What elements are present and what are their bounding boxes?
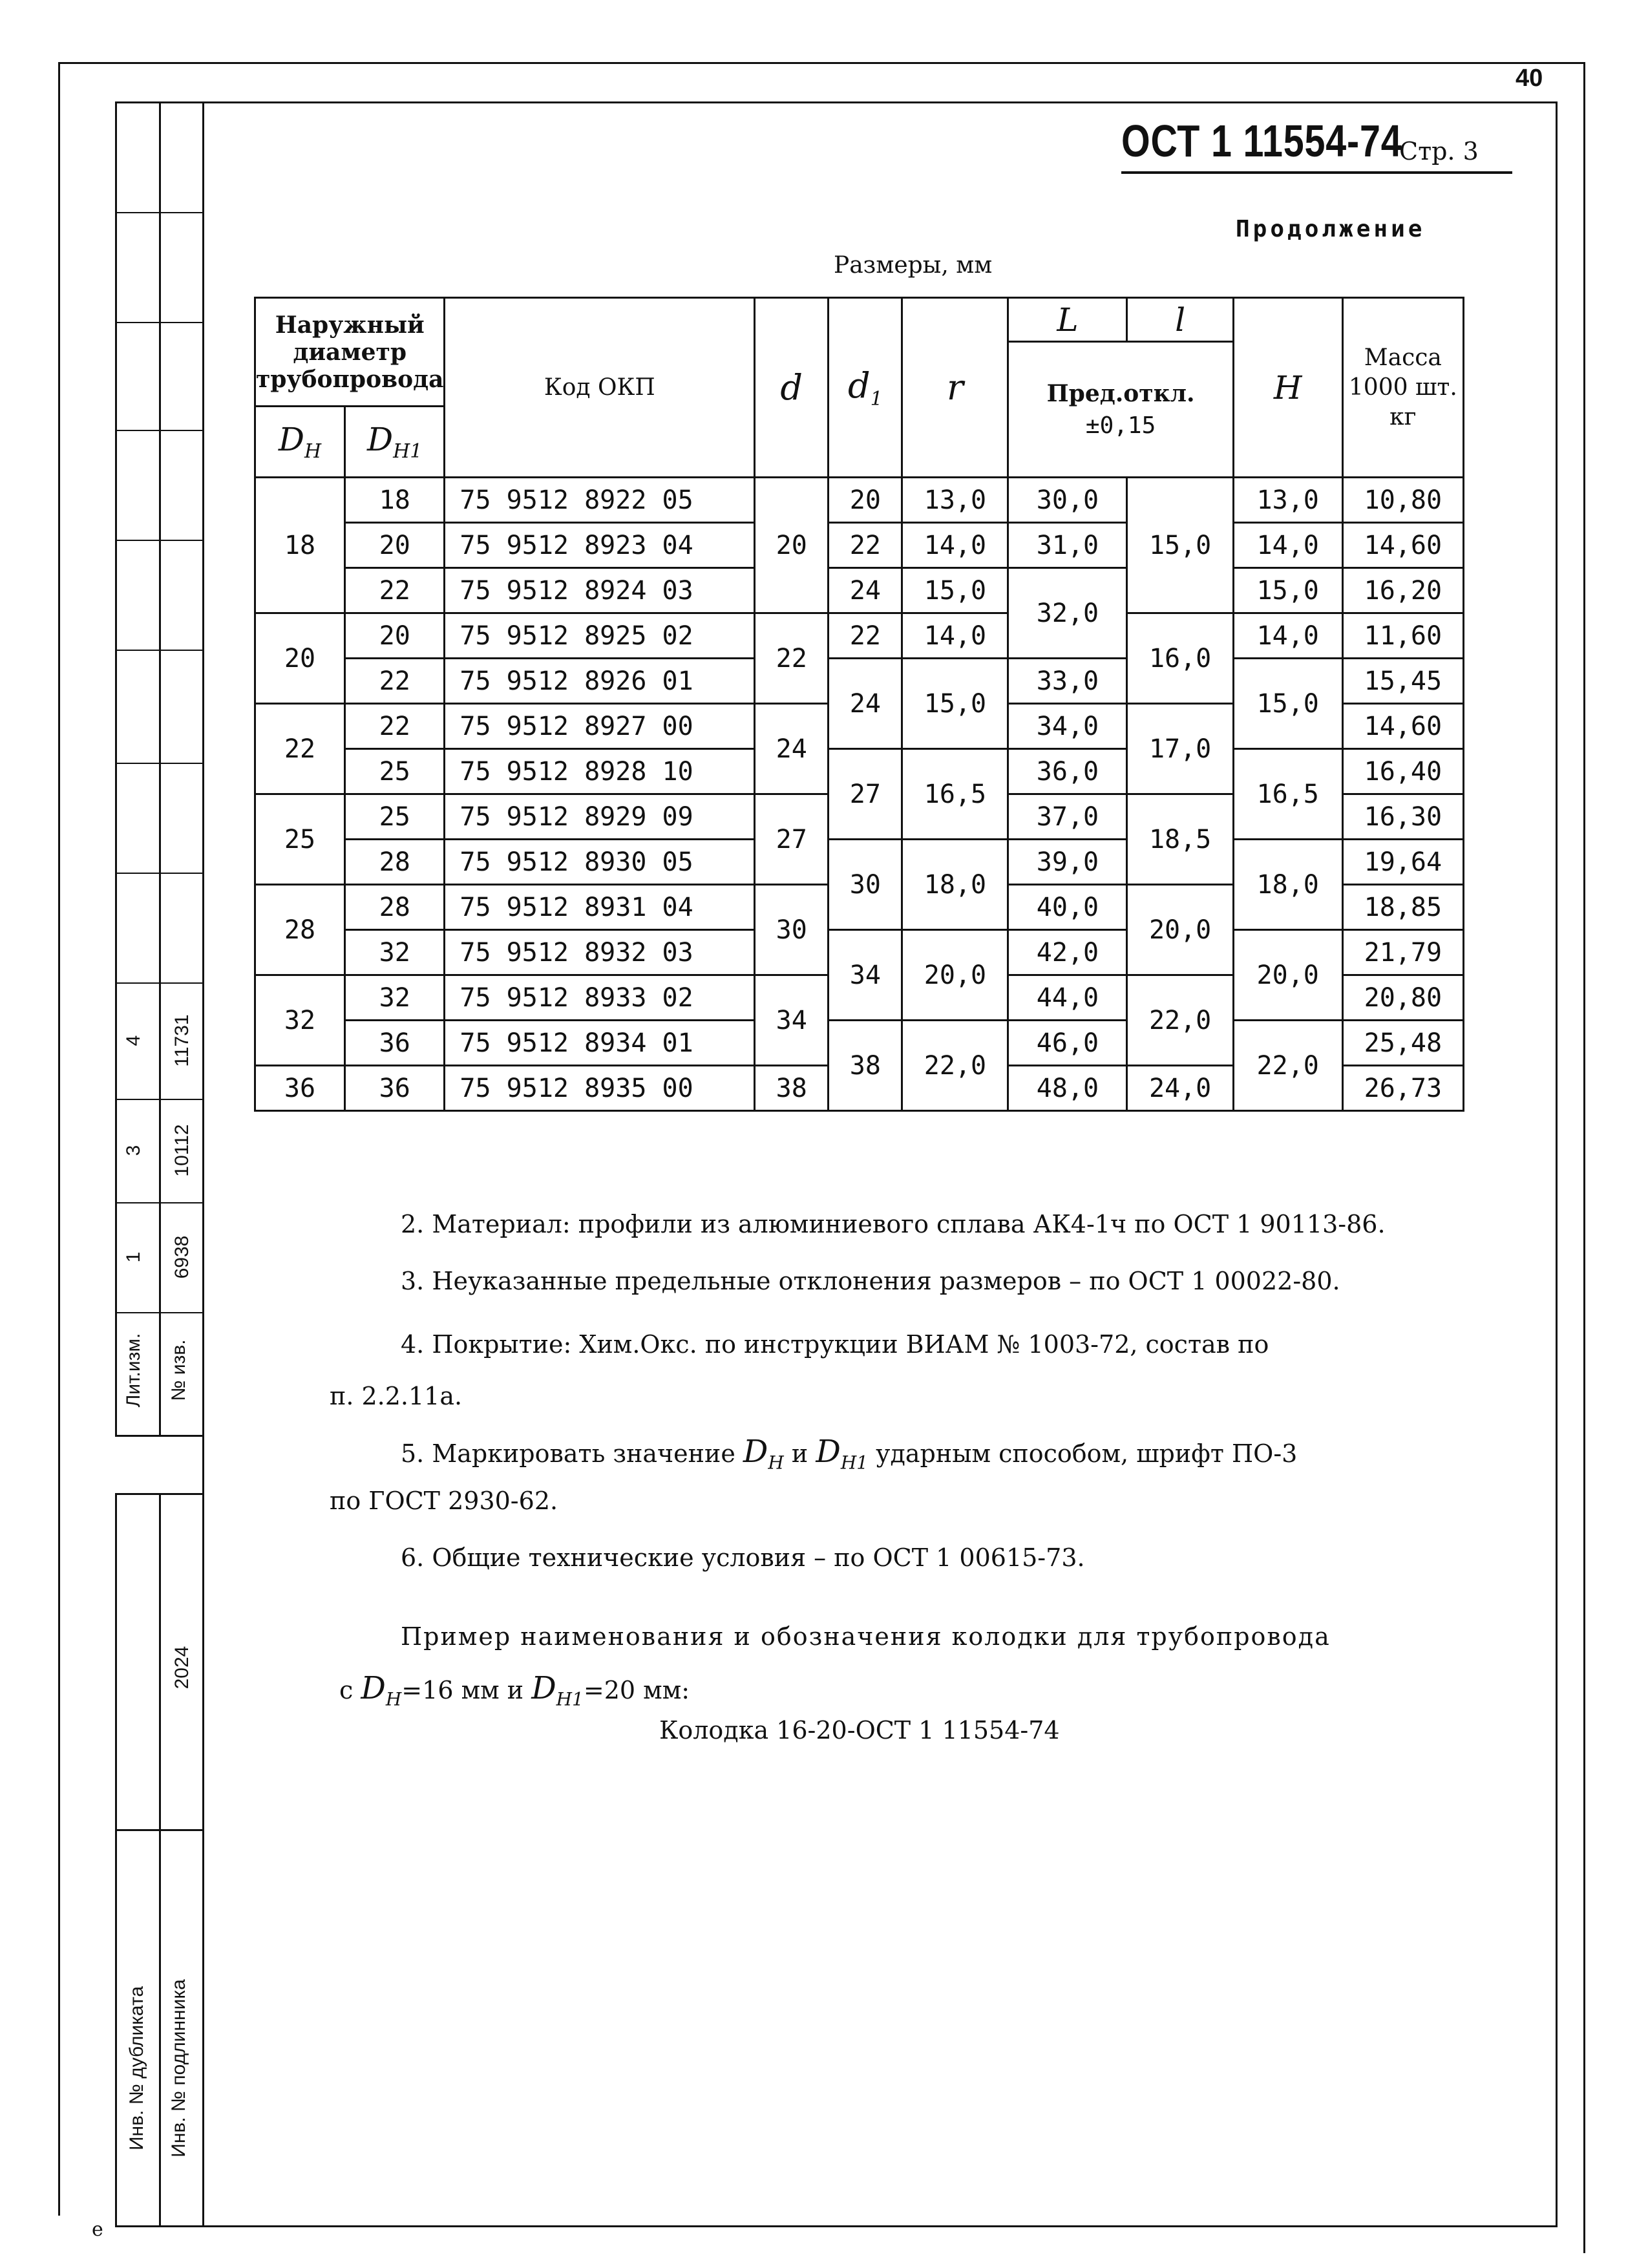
cell-r: 14,0 bbox=[902, 523, 1008, 568]
symbol-dn1: $D_{H1}$ bbox=[816, 1434, 869, 1474]
lit-label: Лит.изм. bbox=[123, 1333, 144, 1408]
stamp-col-2 bbox=[159, 101, 161, 1436]
cell-r: 16,5 bbox=[902, 749, 1008, 840]
lower-stamp-rule bbox=[115, 1829, 204, 1831]
stamp-rule bbox=[115, 540, 204, 541]
cell-r: 14,0 bbox=[902, 613, 1008, 659]
doc-code-underline bbox=[1121, 171, 1512, 174]
header-mass: Масса 1000 шт. кг bbox=[1342, 298, 1463, 478]
cell-d: 20 bbox=[755, 478, 829, 613]
cell-H: 14,0 bbox=[1233, 523, 1342, 568]
stamp-rule bbox=[115, 1202, 204, 1203]
cell-code: 75 9512 8922 05 bbox=[445, 478, 755, 523]
symbol-dn: $D_H$ bbox=[743, 1434, 784, 1474]
page-number: 40 bbox=[1516, 65, 1543, 92]
cell-H: 16,5 bbox=[1233, 749, 1342, 840]
note-5-line-2: по ГОСТ 2930-62. bbox=[330, 1487, 558, 1515]
frame-left bbox=[58, 63, 60, 2216]
stamp-rule bbox=[115, 650, 204, 651]
cell-d: 27 bbox=[755, 794, 829, 885]
cell-mass: 25,48 bbox=[1342, 1021, 1463, 1066]
inventory-value: 2024 bbox=[171, 1646, 193, 1690]
cell-mass: 16,30 bbox=[1342, 794, 1463, 840]
cell-dn1: 22 bbox=[344, 659, 444, 704]
cell-dn1: 28 bbox=[344, 840, 444, 885]
rev-number: 4 bbox=[123, 1035, 144, 1046]
note-3: 3. Неуказанные предельные отклонения размеров – по ОСТ 1 00022-80. bbox=[401, 1267, 1340, 1295]
cell-mass: 20,80 bbox=[1342, 975, 1463, 1021]
cell-dn: 28 bbox=[255, 885, 345, 975]
cell-mass: 16,20 bbox=[1342, 568, 1463, 613]
cell-d1: 22 bbox=[829, 613, 902, 659]
cell-L: 34,0 bbox=[1008, 704, 1127, 749]
cell-d1: 22 bbox=[829, 523, 902, 568]
page-label: Стр. 3 bbox=[1399, 137, 1479, 165]
cell-d1: 30 bbox=[829, 840, 902, 930]
cell-r: 15,0 bbox=[902, 659, 1008, 749]
cell-dn1: 36 bbox=[344, 1021, 444, 1066]
cell-mass: 14,60 bbox=[1342, 704, 1463, 749]
cell-d1: 24 bbox=[829, 659, 902, 749]
cell-d1: 24 bbox=[829, 568, 902, 613]
note-5-suffix: ударным способом, шрифт ПО-3 bbox=[876, 1439, 1298, 1468]
cell-code: 75 9512 8934 01 bbox=[445, 1021, 755, 1066]
cell-code: 75 9512 8928 10 bbox=[445, 749, 755, 794]
notice-number: 10112 bbox=[171, 1124, 193, 1177]
cell-code: 75 9512 8930 05 bbox=[445, 840, 755, 885]
cell-code: 75 9512 8923 04 bbox=[445, 523, 755, 568]
cell-code: 75 9512 8926 01 bbox=[445, 659, 755, 704]
inv-duplicate-label: Инв. № дубликата bbox=[126, 1986, 147, 2151]
note-2: 2. Материал: профили из алюминиевого сплава АК4-1ч по ОСТ 1 90113-86. bbox=[401, 1210, 1386, 1238]
notice-label: № изв. bbox=[168, 1339, 189, 1401]
cell-L: 33,0 bbox=[1008, 659, 1127, 704]
inv-original-label: Инв. № подлинника bbox=[168, 1979, 189, 2157]
cell-code: 75 9512 8932 03 bbox=[445, 930, 755, 975]
header-H: H bbox=[1233, 298, 1342, 478]
cell-d: 38 bbox=[755, 1066, 829, 1111]
cell-l: 17,0 bbox=[1127, 704, 1233, 794]
stamp-rule bbox=[115, 322, 204, 323]
cell-L: 30,0 bbox=[1008, 478, 1127, 523]
stamp-rule bbox=[115, 763, 204, 764]
cell-dn1: 20 bbox=[344, 613, 444, 659]
header-dn: $D_H$ bbox=[255, 407, 345, 478]
cell-l: 22,0 bbox=[1127, 975, 1233, 1066]
cell-dn: 20 bbox=[255, 613, 345, 704]
table-row bbox=[255, 613, 1464, 659]
note-6: 6. Общие технические условия – по ОСТ 1 00615-73. bbox=[401, 1543, 1085, 1572]
cell-dn1: 32 bbox=[344, 930, 444, 975]
cell-mass: 26,73 bbox=[1342, 1066, 1463, 1111]
inner-frame-left bbox=[202, 101, 204, 2227]
example-line bbox=[339, 1670, 690, 1710]
lower-stamp-left bbox=[115, 1493, 117, 2227]
example-designation: Колодка 16-20-ОСТ 1 11554-74 bbox=[659, 1716, 1060, 1744]
table-row bbox=[255, 568, 1464, 613]
header-d1: $d_1$ bbox=[829, 298, 902, 478]
cell-l: 20,0 bbox=[1127, 885, 1233, 975]
table-row bbox=[255, 840, 1464, 885]
cell-dn1: 20 bbox=[344, 523, 444, 568]
continuation: Продолжение bbox=[1236, 216, 1426, 242]
note-5-prefix: 5. Маркировать значение bbox=[401, 1439, 735, 1468]
stamp-rule bbox=[115, 430, 204, 431]
corner-mark: е bbox=[92, 2218, 103, 2241]
note-4-line-1: 4. Покрытие: Хим.Окс. по инструкции ВИАМ № 1003-72, состав по bbox=[401, 1330, 1269, 1359]
cell-dn1: 22 bbox=[344, 704, 444, 749]
cell-r: 20,0 bbox=[902, 930, 1008, 1021]
example-eq-2: =20 мм: bbox=[583, 1676, 690, 1704]
lower-stamp-mid bbox=[159, 1493, 161, 2227]
cell-L: 32,0 bbox=[1008, 568, 1127, 659]
cell-r: 18,0 bbox=[902, 840, 1008, 930]
notice-number: 6938 bbox=[171, 1235, 193, 1279]
frame-right bbox=[1583, 62, 1585, 2253]
cell-L: 44,0 bbox=[1008, 975, 1127, 1021]
cell-L: 48,0 bbox=[1008, 1066, 1127, 1111]
cell-L: 37,0 bbox=[1008, 794, 1127, 840]
cell-mass: 16,40 bbox=[1342, 749, 1463, 794]
cell-code: 75 9512 8927 00 bbox=[445, 704, 755, 749]
cell-dn: 36 bbox=[255, 1066, 345, 1111]
units-caption: Размеры, мм bbox=[834, 252, 993, 279]
header-outer-diameter: Наружный диаметр трубопровода bbox=[255, 298, 445, 407]
cell-dn1: 18 bbox=[344, 478, 444, 523]
cell-mass: 21,79 bbox=[1342, 930, 1463, 975]
cell-dn: 32 bbox=[255, 975, 345, 1066]
cell-H: 15,0 bbox=[1233, 568, 1342, 613]
cell-dn: 25 bbox=[255, 794, 345, 885]
cell-L: 31,0 bbox=[1008, 523, 1127, 568]
cell-d1: 34 bbox=[829, 930, 902, 1021]
stamp-rule bbox=[115, 1312, 204, 1313]
cell-d1: 27 bbox=[829, 749, 902, 840]
cell-l: 16,0 bbox=[1127, 613, 1233, 704]
cell-r: 13,0 bbox=[902, 478, 1008, 523]
cell-dn1: 25 bbox=[344, 794, 444, 840]
stamp-col-1 bbox=[115, 101, 117, 1436]
cell-code: 75 9512 8935 00 bbox=[445, 1066, 755, 1111]
header-tolerance: Пред.откл. ±0,15 bbox=[1008, 342, 1233, 478]
rev-number: 3 bbox=[123, 1145, 144, 1156]
table-row bbox=[255, 749, 1464, 794]
cell-L: 46,0 bbox=[1008, 1021, 1127, 1066]
cell-mass: 18,85 bbox=[1342, 885, 1463, 930]
cell-H: 18,0 bbox=[1233, 840, 1342, 930]
header-d: d bbox=[755, 298, 829, 478]
cell-l: 15,0 bbox=[1127, 478, 1233, 613]
table-row bbox=[255, 523, 1464, 568]
table-row bbox=[255, 1021, 1464, 1066]
cell-L: 36,0 bbox=[1008, 749, 1127, 794]
cell-L: 39,0 bbox=[1008, 840, 1127, 885]
cell-mass: 15,45 bbox=[1342, 659, 1463, 704]
spec-table bbox=[254, 297, 1464, 1112]
cell-d: 34 bbox=[755, 975, 829, 1066]
cell-code: 75 9512 8924 03 bbox=[445, 568, 755, 613]
cell-dn1: 36 bbox=[344, 1066, 444, 1111]
cell-code: 75 9512 8929 09 bbox=[445, 794, 755, 840]
table-row bbox=[255, 478, 1464, 523]
cell-H: 13,0 bbox=[1233, 478, 1342, 523]
note-5-line-1 bbox=[401, 1434, 1297, 1474]
cell-dn1: 32 bbox=[344, 975, 444, 1021]
stamp-rule bbox=[115, 1435, 204, 1437]
cell-d: 22 bbox=[755, 613, 829, 704]
cell-H: 15,0 bbox=[1233, 659, 1342, 749]
stamp-rule bbox=[115, 982, 204, 984]
cell-mass: 11,60 bbox=[1342, 613, 1463, 659]
stamp-rule bbox=[115, 1099, 204, 1100]
cell-d: 30 bbox=[755, 885, 829, 975]
note-4-line-2: п. 2.2.11а. bbox=[330, 1382, 463, 1410]
stamp-rule bbox=[115, 212, 204, 213]
cell-H: 22,0 bbox=[1233, 1021, 1342, 1111]
cell-d: 24 bbox=[755, 704, 829, 794]
cell-mass: 19,64 bbox=[1342, 840, 1463, 885]
stamp-rule bbox=[115, 873, 204, 874]
cell-dn: 22 bbox=[255, 704, 345, 794]
inner-frame-top bbox=[115, 101, 1558, 103]
symbol-dn1: $D_{H1}$ bbox=[531, 1670, 584, 1710]
cell-code: 75 9512 8925 02 bbox=[445, 613, 755, 659]
cell-H: 14,0 bbox=[1233, 613, 1342, 659]
doc-code: ОСТ 1 11554-74 bbox=[1121, 116, 1402, 166]
cell-code: 75 9512 8933 02 bbox=[445, 975, 755, 1021]
frame-top bbox=[58, 62, 1583, 64]
cell-L: 42,0 bbox=[1008, 930, 1127, 975]
symbol-dn: $D_H$ bbox=[361, 1670, 402, 1710]
header-okp-code: Код ОКП bbox=[445, 298, 755, 478]
cell-mass: 10,80 bbox=[1342, 478, 1463, 523]
cell-l: 24,0 bbox=[1127, 1066, 1233, 1111]
cell-d1: 20 bbox=[829, 478, 902, 523]
cell-r: 22,0 bbox=[902, 1021, 1008, 1111]
note-5-and: и bbox=[791, 1439, 808, 1468]
rev-number: 1 bbox=[123, 1251, 144, 1263]
table-row bbox=[255, 659, 1464, 704]
cell-r: 15,0 bbox=[902, 568, 1008, 613]
cell-dn: 18 bbox=[255, 478, 345, 613]
inner-frame-right bbox=[1556, 101, 1558, 2227]
header-dn1: $D_{H1}$ bbox=[344, 407, 444, 478]
cell-mass: 14,60 bbox=[1342, 523, 1463, 568]
example-c: с bbox=[339, 1676, 354, 1704]
cell-code: 75 9512 8931 04 bbox=[445, 885, 755, 930]
cell-dn1: 22 bbox=[344, 568, 444, 613]
inner-frame-bottom bbox=[115, 2225, 1558, 2227]
table-row bbox=[255, 930, 1464, 975]
cell-dn1: 28 bbox=[344, 885, 444, 930]
cell-d1: 38 bbox=[829, 1021, 902, 1111]
example-eq-1: =16 мм и bbox=[401, 1676, 524, 1704]
cell-dn1: 25 bbox=[344, 749, 444, 794]
cell-l: 18,5 bbox=[1127, 794, 1233, 885]
header-L: L bbox=[1008, 298, 1127, 342]
notice-number: 11731 bbox=[171, 1014, 193, 1067]
header-r: r bbox=[902, 298, 1008, 478]
header-l: l bbox=[1127, 298, 1233, 342]
cell-H: 20,0 bbox=[1233, 930, 1342, 1021]
example-title: Пример наименования и обозначения колодки для трубопровода bbox=[401, 1622, 1331, 1651]
cell-L: 40,0 bbox=[1008, 885, 1127, 930]
